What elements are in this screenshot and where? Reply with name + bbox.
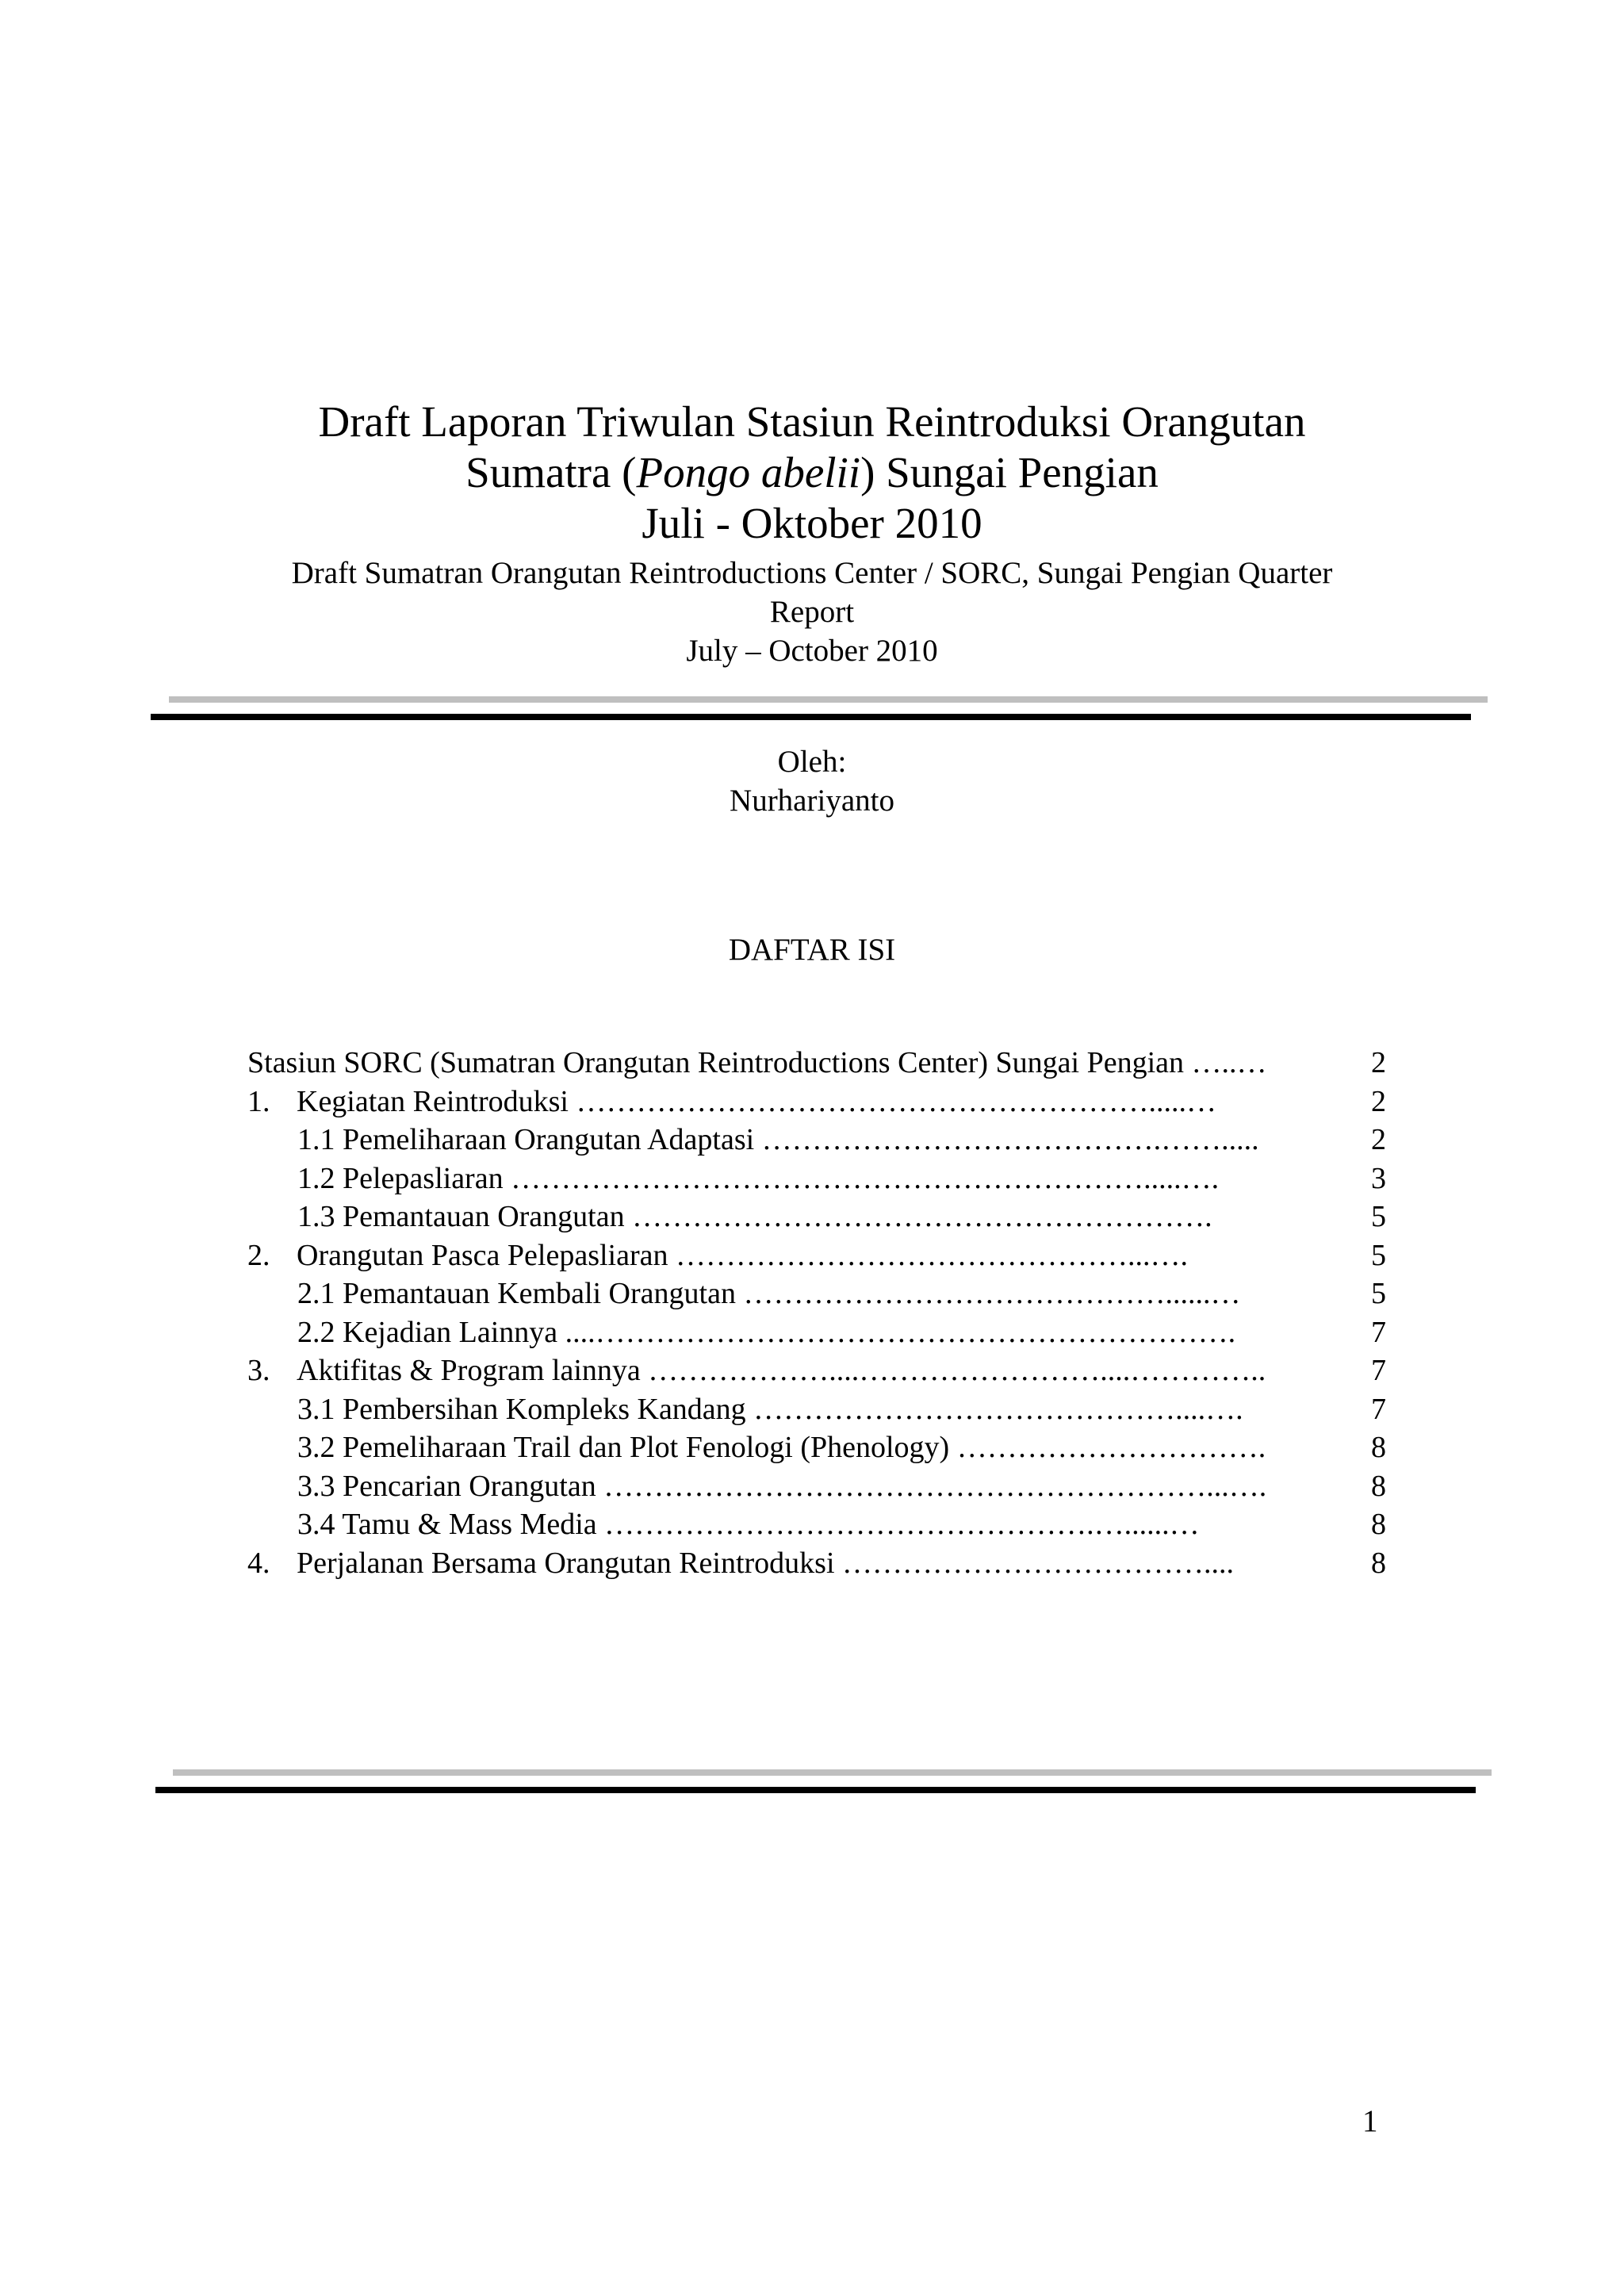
- toc-entry-page: 5: [1371, 1277, 1386, 1310]
- toc-entry-page: 7: [1371, 1392, 1386, 1426]
- toc-entry[interactable]: [247, 1121, 1386, 1159]
- toc-entry[interactable]: [247, 1083, 1386, 1121]
- bottom-gray-divider: [173, 1769, 1492, 1776]
- toc-entry-page: 2: [1371, 1123, 1386, 1156]
- toc-entry-number: 4.: [247, 1546, 270, 1580]
- toc-entry-label: 1.1 Pemeliharaan Orangutan Adaptasi ………………………………….…….....: [297, 1123, 1259, 1156]
- toc-entry-page: 8: [1371, 1508, 1386, 1541]
- toc-entry[interactable]: [247, 1044, 1386, 1083]
- toc-entry-page: 5: [1371, 1200, 1386, 1233]
- bottom-black-divider: [155, 1787, 1476, 1793]
- author-label: Oleh:: [777, 745, 847, 779]
- toc-entry-page: 8: [1371, 1431, 1386, 1464]
- toc-heading: DAFTAR ISI: [728, 933, 896, 967]
- toc-entry-label: Kegiatan Reintroduksi ………………………………………………….....…: [297, 1084, 1216, 1118]
- title-line-3: Juli - Oktober 2010: [642, 499, 982, 547]
- toc-entry[interactable]: [247, 1390, 1386, 1429]
- toc-entry-label: 2.2 Kejadian Lainnya ....……………………………………………………….: [297, 1315, 1236, 1349]
- toc-entry[interactable]: [247, 1467, 1386, 1506]
- toc-entry[interactable]: [247, 1159, 1386, 1198]
- toc-entry[interactable]: [247, 1351, 1386, 1390]
- toc-entry-label: Aktifitas & Program lainnya ………………....……………………....…………..: [297, 1354, 1266, 1387]
- toc-entry[interactable]: [247, 1198, 1386, 1236]
- toc-entry-page: 5: [1371, 1238, 1386, 1272]
- toc-entry-page: 8: [1371, 1469, 1386, 1503]
- toc-entry-label: Orangutan Pasca Pelepasliaran ………………………………………...….: [297, 1238, 1188, 1272]
- table-of-contents: [247, 1044, 1386, 1582]
- toc-entry-number: 3.: [247, 1354, 270, 1387]
- toc-entry[interactable]: [247, 1236, 1386, 1275]
- author-name: Nurhariyanto: [730, 784, 894, 818]
- toc-entry-label: 3.3 Pencarian Orangutan ……………………………………………………...….: [297, 1469, 1267, 1503]
- author-block: [0, 742, 1624, 820]
- toc-entry-number: 1.: [247, 1084, 270, 1118]
- toc-entry-page: 8: [1371, 1546, 1386, 1580]
- toc-entry-label: 3.1 Pembersihan Kompleks Kandang ……………………………………....….: [297, 1392, 1243, 1426]
- toc-entry[interactable]: [247, 1428, 1386, 1467]
- toc-entry-label: 1.3 Pemantauan Orangutan ………………………………………………….: [297, 1200, 1212, 1233]
- title-line-1: Draft Laporan Triwulan Stasiun Reintroduksi Orangutan: [318, 397, 1306, 446]
- title-line-2: [0, 447, 1624, 498]
- toc-entry-page: 2: [1371, 1084, 1386, 1118]
- toc-entry-page: 3: [1371, 1161, 1386, 1195]
- title-line-2-suffix: ) Sungai Pengian: [860, 448, 1159, 496]
- species-name: Pongo abelii: [636, 448, 861, 496]
- toc-entry[interactable]: [247, 1544, 1386, 1583]
- toc-entry[interactable]: [247, 1505, 1386, 1544]
- toc-entry-label: 1.2 Pelepasliaran ……………………………………………………….....….: [297, 1161, 1220, 1195]
- title-line-2-prefix: Sumatra (: [465, 448, 637, 496]
- top-black-divider: [151, 714, 1471, 720]
- toc-entry[interactable]: [247, 1274, 1386, 1313]
- toc-entry-number: 2.: [247, 1238, 270, 1272]
- top-gray-divider: [169, 696, 1488, 703]
- toc-entry-label: 3.4 Tamu & Mass Media ………………………………………….…......…: [297, 1508, 1200, 1541]
- subtitle-line-2: Report: [769, 595, 855, 629]
- subtitle-line-1: Draft Sumatran Orangutan Reintroductions Center / SORC, Sungai Pengian Quarter: [291, 556, 1333, 590]
- toc-entry-page: 2: [1371, 1046, 1386, 1079]
- toc-entry-label: Stasiun SORC (Sumatran Orangutan Reintroductions Center) Sungai Pengian …..…: [247, 1046, 1267, 1079]
- toc-entry-label: 3.2 Pemeliharaan Trail dan Plot Fenologi (Phenology) ………………………….: [297, 1431, 1266, 1464]
- toc-entry-page: 7: [1371, 1315, 1386, 1349]
- toc-entry-label: Perjalanan Bersama Orangutan Reintroduksi ………………………………....: [297, 1546, 1235, 1580]
- page-number: 1: [1362, 2104, 1378, 2138]
- toc-entry-page: 7: [1371, 1354, 1386, 1387]
- subtitle-line-3: July – October 2010: [686, 634, 938, 668]
- toc-entry-label: 2.1 Pemantauan Kembali Orangutan ……………………………………......…: [297, 1277, 1241, 1310]
- toc-entry[interactable]: [247, 1313, 1386, 1352]
- title-block: [0, 397, 1624, 670]
